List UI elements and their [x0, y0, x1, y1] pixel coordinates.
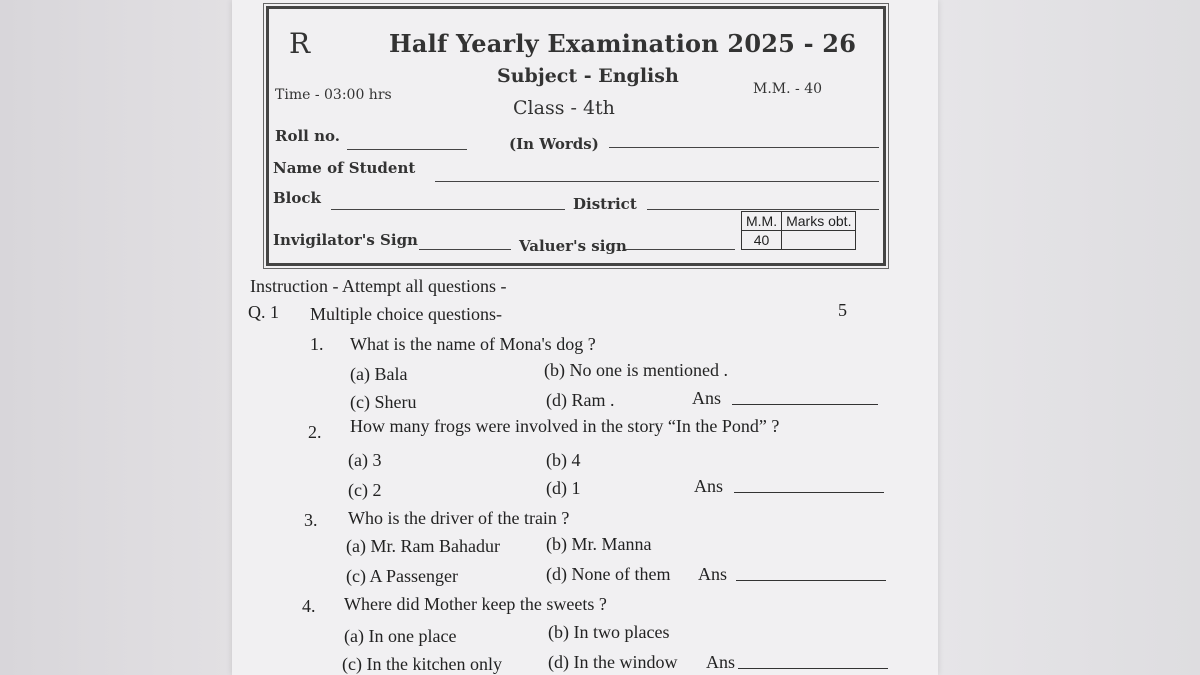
question-number: 2. — [308, 422, 322, 442]
in-words-label: (In Words) — [509, 135, 599, 153]
background-right — [938, 0, 1200, 675]
answer-line — [734, 492, 884, 493]
question-number: 3. — [304, 510, 318, 530]
question-number: 4. — [302, 596, 316, 616]
option-b: (b) In two places — [548, 622, 670, 642]
max-marks-label: M.M. - 40 — [753, 81, 823, 97]
option-d: (d) In the window — [548, 652, 678, 672]
option-c: (c) In the kitchen only — [342, 654, 502, 674]
instruction-text: Instruction - Attempt all questions - — [250, 276, 507, 296]
option-b: (b) No one is mentioned . — [544, 360, 728, 380]
answer-line — [736, 580, 886, 581]
answer-label: Ans — [692, 388, 722, 408]
valuer-label: Valuer's sign — [519, 237, 627, 255]
exam-title: Half Yearly Examination 2025 - 26 — [389, 29, 857, 58]
answer-line — [732, 404, 878, 405]
section-marks: 5 — [838, 300, 847, 320]
section-number: Q. 1 — [248, 302, 279, 322]
option-c: (c) A Passenger — [346, 566, 458, 586]
option-a: (a) Bala — [350, 364, 408, 384]
answer-label: Ans — [706, 652, 736, 672]
block-line — [331, 209, 565, 210]
answer-label: Ans — [698, 564, 728, 584]
time-label: Time - 03:00 hrs — [275, 87, 392, 103]
class-label: Class - 4th — [513, 97, 615, 119]
question-text: What is the name of Mona's dog ? — [350, 334, 596, 354]
marks-table-obt-header: Marks obt. — [782, 212, 856, 231]
option-b: (b) 4 — [546, 450, 581, 470]
subject-label: Subject - English — [497, 65, 679, 87]
district-line — [647, 209, 879, 210]
valuer-line — [625, 249, 735, 250]
block-label: Block — [273, 189, 321, 207]
option-d: (d) Ram . — [546, 390, 615, 410]
district-label: District — [573, 195, 637, 213]
header-box — [266, 6, 886, 266]
marks-table-mm-value: 40 — [742, 231, 782, 250]
student-name-label: Name of Student — [273, 159, 416, 177]
option-d: (d) None of them — [546, 564, 671, 584]
option-c: (c) 2 — [348, 480, 382, 500]
question-number: 1. — [310, 334, 324, 354]
r-mark: R — [289, 27, 311, 60]
answer-label: Ans — [694, 476, 724, 496]
option-c: (c) Sheru — [350, 392, 417, 412]
option-b: (b) Mr. Manna — [546, 534, 652, 554]
answer-line — [738, 668, 888, 669]
question-text: Who is the driver of the train ? — [348, 508, 570, 528]
roll-no-label: Roll no. — [275, 127, 340, 145]
option-a: (a) Mr. Ram Bahadur — [346, 536, 500, 556]
marks-table-obt-value — [782, 231, 856, 250]
roll-no-line — [347, 149, 467, 150]
exam-paper — [232, 0, 938, 675]
marks-table — [741, 211, 856, 250]
student-name-line — [435, 181, 879, 182]
background-left — [0, 0, 232, 675]
option-d: (d) 1 — [546, 478, 581, 498]
invigilator-label: Invigilator's Sign — [273, 231, 418, 249]
in-words-line — [609, 147, 879, 148]
option-a: (a) In one place — [344, 626, 457, 646]
option-a: (a) 3 — [348, 450, 382, 470]
question-text: Where did Mother keep the sweets ? — [344, 594, 607, 614]
section-title: Multiple choice questions- — [310, 304, 502, 324]
marks-table-mm-header: M.M. — [742, 212, 782, 231]
invigilator-line — [419, 249, 511, 250]
question-text: How many frogs were involved in the story “In the Pond” ? — [350, 416, 780, 436]
